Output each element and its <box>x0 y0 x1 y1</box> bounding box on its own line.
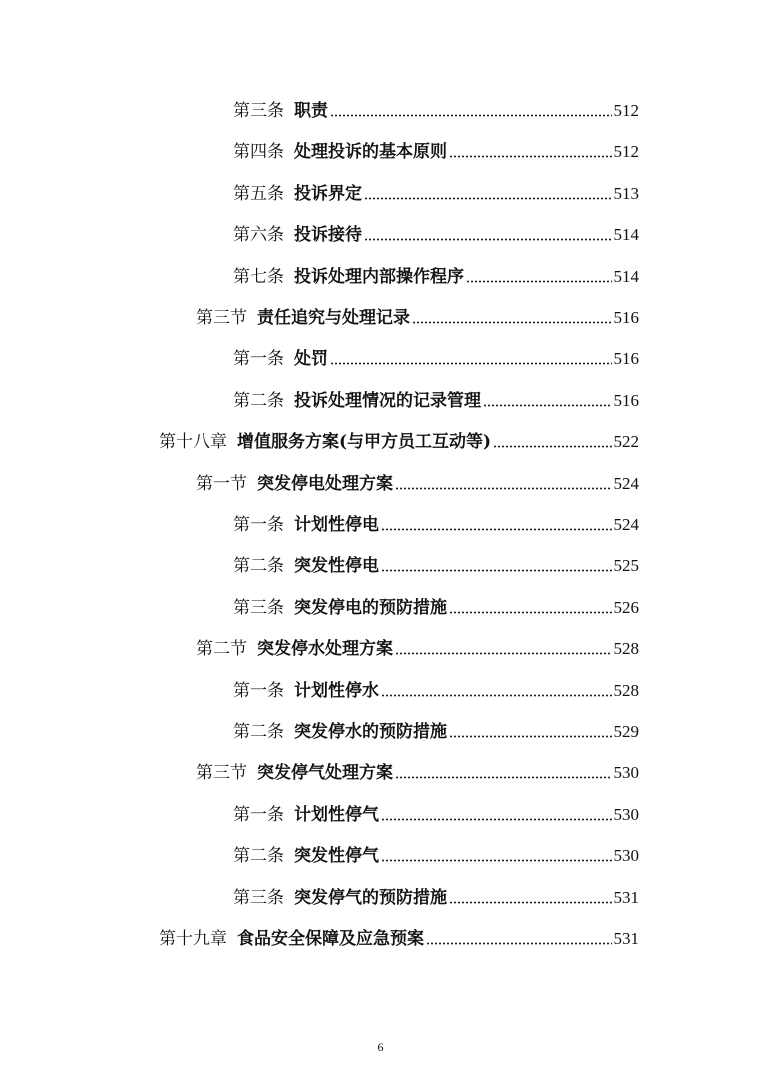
toc-entry-page: 529 <box>613 722 639 741</box>
dot-leader <box>395 487 612 490</box>
toc-entry-page: 516 <box>613 349 639 368</box>
toc-entry-prefix: 第二条 <box>233 391 284 411</box>
toc-entry-prefix: 第二节 <box>196 639 247 659</box>
dot-leader <box>364 238 612 241</box>
toc-entry-title: 突发停气处理方案 <box>257 763 393 783</box>
dot-leader <box>381 569 612 572</box>
toc-entry-prefix: 第一节 <box>196 474 247 494</box>
dot-leader <box>381 694 612 697</box>
toc-entry-title: 投诉处理情况的记录管理 <box>294 391 481 411</box>
toc-entry-page: 512 <box>613 142 639 161</box>
toc-entry-title: 职责 <box>294 101 328 121</box>
toc-entry-prefix: 第十九章 <box>159 929 227 949</box>
toc-entry[interactable] <box>233 796 639 826</box>
toc-entry-title: 突发停电的预防措施 <box>294 598 447 618</box>
toc-entry-title: 食品安全保障及应急预案 <box>237 929 424 949</box>
dot-leader <box>330 114 612 117</box>
toc-entry-title: 处罚 <box>294 349 328 369</box>
toc-entry[interactable] <box>196 630 639 660</box>
toc-entry-prefix: 第三条 <box>233 598 284 618</box>
toc-entry-page: 524 <box>613 474 639 493</box>
toc-entry[interactable] <box>196 299 639 329</box>
toc-entry-prefix: 第三节 <box>196 763 247 783</box>
toc-entry-page: 528 <box>613 639 639 658</box>
toc-entry-title: 投诉界定 <box>294 184 362 204</box>
toc-entry-prefix: 第三条 <box>233 101 284 121</box>
toc-entry[interactable] <box>196 754 639 784</box>
toc-entry-title: 投诉处理内部操作程序 <box>294 267 464 287</box>
toc-entry-title: 计划性停水 <box>294 681 379 701</box>
toc-entry[interactable] <box>233 258 639 288</box>
toc-entry-title: 责任追究与处理记录 <box>257 308 410 328</box>
toc-entry[interactable] <box>233 672 639 702</box>
toc-entry-title: 计划性停电 <box>294 515 379 535</box>
toc-entry[interactable] <box>233 340 639 370</box>
toc-entry-prefix: 第一条 <box>233 681 284 701</box>
toc-entry[interactable] <box>233 92 639 122</box>
toc-entry[interactable] <box>233 547 639 577</box>
toc-entry-page: 514 <box>613 267 639 286</box>
dot-leader <box>483 404 612 407</box>
toc-entry-prefix: 第二条 <box>233 722 284 742</box>
toc-entry[interactable] <box>233 879 639 909</box>
dot-leader <box>449 901 612 904</box>
toc-entry[interactable] <box>233 589 639 619</box>
toc-entry-prefix: 第三条 <box>233 888 284 908</box>
page-number: 6 <box>377 1040 384 1054</box>
toc-entry-page: 526 <box>613 598 639 617</box>
toc-entry-prefix: 第四条 <box>233 142 284 162</box>
dot-leader <box>466 280 612 283</box>
toc-entry-title: 增值服务方案(与甲方员工互动等) <box>237 432 492 452</box>
toc-entry-title: 突发性停电 <box>294 556 379 576</box>
toc-entry-prefix: 第二条 <box>233 846 284 866</box>
toc-entry-page: 516 <box>613 308 639 327</box>
toc-entry-prefix: 第二条 <box>233 556 284 576</box>
dot-leader <box>412 321 612 324</box>
dot-leader <box>395 652 612 655</box>
toc-entry[interactable] <box>233 506 639 536</box>
toc-entry[interactable] <box>159 423 639 453</box>
dot-leader <box>381 859 612 862</box>
toc-entry-page: 528 <box>613 681 639 700</box>
dot-leader <box>381 528 612 531</box>
toc-entry-page: 512 <box>613 101 639 120</box>
dot-leader <box>364 197 612 200</box>
dot-leader <box>395 776 612 779</box>
toc-entry[interactable] <box>233 216 639 246</box>
toc-entry[interactable] <box>233 133 639 163</box>
dot-leader <box>381 818 612 821</box>
toc-entry-title: 突发停电处理方案 <box>257 474 393 494</box>
toc-entry-title: 突发停水处理方案 <box>257 639 393 659</box>
dot-leader <box>426 942 612 945</box>
toc-entry-page: 514 <box>613 225 639 244</box>
toc-entry-prefix: 第一条 <box>233 805 284 825</box>
toc-entry-title: 突发停气的预防措施 <box>294 888 447 908</box>
toc-entry-title: 处理投诉的基本原则 <box>294 142 447 162</box>
toc-entry[interactable] <box>233 713 639 743</box>
toc-entry-title: 突发停水的预防措施 <box>294 722 447 742</box>
toc-entry-page: 531 <box>613 929 639 948</box>
toc-entry[interactable] <box>233 175 639 205</box>
toc-entry-page: 516 <box>613 391 639 410</box>
dot-leader <box>449 611 612 614</box>
toc-entry-prefix: 第五条 <box>233 184 284 204</box>
dot-leader <box>330 362 612 365</box>
toc-entry-page: 513 <box>613 184 639 203</box>
toc-entry-page: 522 <box>613 432 639 451</box>
toc-entry-page: 530 <box>613 805 639 824</box>
toc-entry-title: 计划性停气 <box>294 805 379 825</box>
toc-entry-title: 投诉接待 <box>294 225 362 245</box>
toc-entry-title: 突发性停气 <box>294 846 379 866</box>
dot-leader <box>449 735 612 738</box>
toc-entry-prefix: 第七条 <box>233 267 284 287</box>
toc-entry[interactable] <box>196 465 639 495</box>
toc-entry-prefix: 第三节 <box>196 308 247 328</box>
toc-entry[interactable] <box>233 837 639 867</box>
toc-entry-prefix: 第一条 <box>233 349 284 369</box>
toc-entry-prefix: 第十八章 <box>159 432 227 452</box>
toc-entry-page: 531 <box>613 888 639 907</box>
toc-entry[interactable] <box>233 382 639 412</box>
toc-entry-prefix: 第六条 <box>233 225 284 245</box>
toc-entry-page: 525 <box>613 556 639 575</box>
toc-entry-page: 530 <box>613 763 639 782</box>
toc-entry-prefix: 第一条 <box>233 515 284 535</box>
toc-entry[interactable] <box>159 920 639 950</box>
toc-entry-page: 524 <box>613 515 639 534</box>
toc-entry-page: 530 <box>613 846 639 865</box>
dot-leader <box>493 445 611 448</box>
dot-leader <box>449 155 612 158</box>
